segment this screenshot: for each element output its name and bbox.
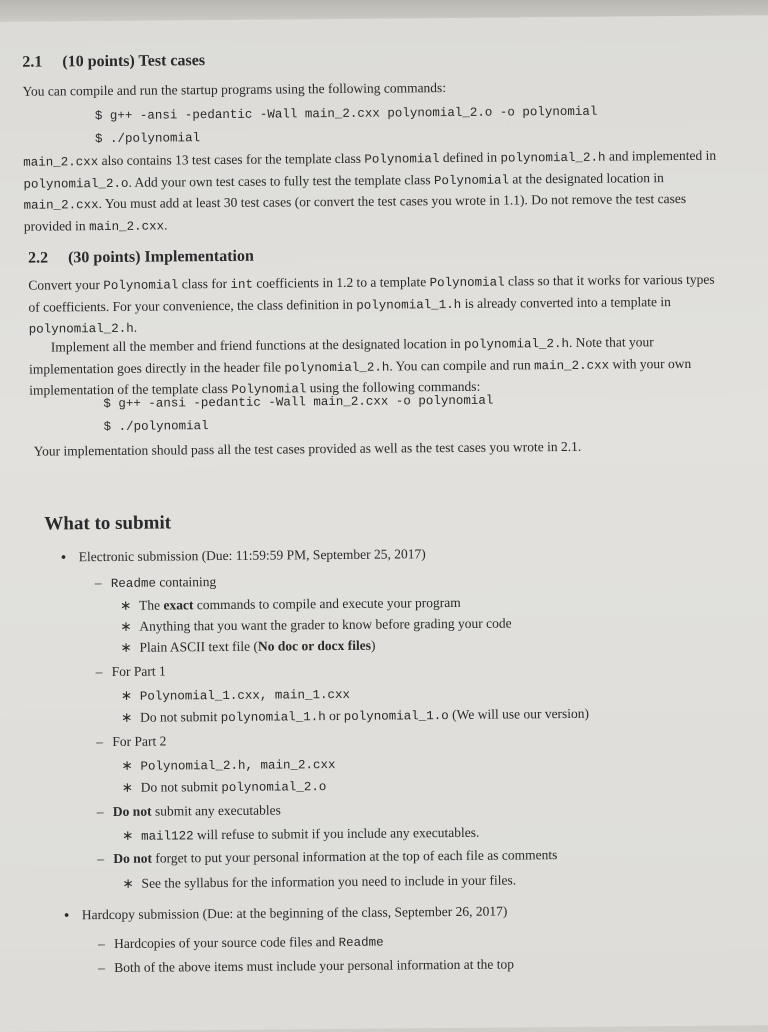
text-segment: forget to put your personal information at the top of each file as comments — [151, 847, 558, 866]
code-text: int — [230, 277, 254, 292]
text-segment: coefficients in 1.2 to a template — [252, 274, 430, 291]
list-item-level-3 — [140, 706, 589, 726]
code-text: polynomial_2.h — [284, 360, 390, 375]
text-segment: commands to compile and execute your program — [193, 594, 461, 613]
bold-text: No doc or docx files — [257, 637, 372, 654]
code-text: polynomial_2.o — [23, 176, 129, 192]
text-segment: Implement all the member and friend functions at the designated location in — [50, 335, 465, 355]
text-segment: with your own implementation of the template class — [29, 355, 692, 398]
code-text: main_2.cxx — [88, 218, 165, 234]
section-2-1-heading — [22, 52, 205, 72]
text-segment: will refuse to submit if you include any executables. — [193, 824, 480, 843]
text-segment: and implemented in — [605, 147, 717, 164]
text-segment: defined in — [439, 149, 501, 166]
list-item-level-1 — [82, 904, 508, 924]
code-text: Readme — [110, 576, 156, 591]
code-text: polynomial_2.h — [463, 336, 570, 352]
document-page — [0, 15, 768, 1032]
list-item-level-2 — [113, 847, 557, 867]
text-segment: ) — [370, 637, 376, 653]
command-line: $ ./polynomial — [103, 419, 209, 435]
section-2-2-heading — [28, 248, 254, 268]
list-item-level-3 — [141, 778, 327, 796]
text-segment: Hardcopy submission (Due: at the beginning of the class, September 26, 2017) — [81, 903, 508, 923]
text-segment: See the syllabus for the information you need to include in your files. — [141, 872, 517, 891]
command-block-1 — [95, 101, 598, 151]
code-text: Polynomial — [429, 275, 505, 291]
what-to-submit-heading: What to submit — [44, 512, 172, 535]
code-text: main_2.cxx — [23, 155, 99, 170]
section-number: 2.2 — [27, 249, 49, 267]
list-item-level-2 — [112, 733, 166, 749]
text-segment: Convert your — [28, 277, 104, 293]
list-item-level-3 — [139, 595, 461, 614]
text-segment: . Add your own test cases to fully test the template class — [128, 171, 435, 190]
list-item-level-3 — [141, 872, 516, 891]
list-item-level-2 — [112, 663, 166, 679]
text-segment: Do not submit — [140, 709, 221, 725]
command-line: $ g++ -ansi -pedantic -Wall main_2.cxx polynomial_2.o -o polynomial — [94, 104, 598, 124]
text-segment: For Part 2 — [112, 733, 167, 749]
list-item-level-3 — [140, 756, 335, 774]
code-text: Readme — [338, 935, 384, 950]
section-2-1-intro: You can compile and run the startup programs using the following commands: — [22, 80, 447, 99]
text-segment: For Part 1 — [111, 663, 166, 679]
text-segment: Do not submit — [140, 779, 222, 795]
code-text: polynomial_1.o — [343, 709, 449, 724]
section-number: 2.1 — [22, 53, 43, 71]
text-segment: is already converted into a template in — [461, 293, 671, 311]
code-text: Polynomial — [433, 172, 510, 188]
section-title: (30 points) Implementation — [67, 247, 254, 267]
command-line: $ ./polynomial — [94, 131, 201, 147]
text-segment: . You can compile and run — [389, 356, 535, 374]
code-text: polynomial_1.h — [356, 297, 462, 313]
command-line: $ g++ -ansi -pedantic -Wall main_2.cxx -o polynomial — [103, 393, 494, 412]
code-text: main_2.cxx — [534, 358, 610, 373]
code-text: Polynomial — [364, 152, 440, 167]
text-segment: at the designated location in — [508, 169, 664, 186]
list-item-level-2 — [113, 802, 281, 819]
section-2-2-paragraph-1 — [28, 270, 729, 341]
text-segment: submit any executables — [151, 802, 281, 819]
code-text: Polynomial_2.h, main_2.cxx — [140, 758, 336, 774]
list-item-level-2 — [114, 956, 514, 975]
text-segment: Electronic submission (Due: 11:59:59 PM, September 25, 2017) — [78, 546, 426, 565]
code-text: main_2.cxx — [23, 198, 99, 213]
text-segment: Plain ASCII text file ( — [139, 638, 259, 655]
code-text: polynomial_1.h — [220, 710, 326, 726]
list-item-level-3 — [139, 615, 511, 634]
bold-text: Do not — [112, 803, 152, 819]
text-segment: The — [139, 597, 164, 613]
list-item-level-3 — [140, 686, 350, 704]
section-2-2-closing: Your implementation should pass all the test cases provided as well as the test cases you wrote in 2.1. — [33, 438, 582, 459]
text-segment: . Note that your implementation goes directly in the header file — [28, 334, 654, 377]
code-text: polynomial_2.h — [28, 321, 134, 337]
text-segment: using the following commands: — [306, 378, 481, 396]
section-2-1-paragraph — [23, 146, 724, 238]
text-segment: Hardcopies of your source code files and — [113, 933, 339, 951]
code-text: Polynomial — [231, 382, 307, 397]
text-segment: (We will use our version) — [448, 705, 590, 723]
bold-text: exact — [163, 597, 194, 613]
text-segment: also contains 13 test cases for the template class — [98, 150, 365, 169]
list-item-level-3 — [141, 825, 479, 844]
code-text: polynomial_2.h — [500, 150, 606, 166]
code-text: Polynomial — [103, 278, 179, 294]
bold-text: Do not — [113, 850, 153, 866]
code-text: mail122 — [141, 829, 194, 844]
list-item-level-1 — [79, 546, 426, 565]
text-segment: . You must add at least 30 test cases (or convert the test cases you wrote in 1.1). Do not remove the test cases provided in — [23, 190, 687, 234]
section-title: (10 points) Test cases — [62, 52, 206, 71]
text-segment: class so that it works for various types of coefficients. For your convenience, the class definition in — [28, 271, 715, 315]
code-text: Polynomial_1.cxx, main_1.cxx — [139, 687, 350, 704]
text-segment: or — [325, 707, 344, 724]
text-segment: . — [163, 216, 168, 232]
list-item-level-2 — [111, 574, 217, 591]
text-segment: Both of the above items must include your personal information at the top — [114, 956, 514, 975]
list-item-level-3 — [139, 638, 375, 656]
command-block-2 — [103, 390, 493, 439]
text-segment: . — [133, 319, 138, 335]
text-segment: Anything that you want the grader to know before grading your code — [139, 615, 512, 634]
code-text: polynomial_2.o — [221, 780, 327, 796]
text-segment: class for — [178, 275, 231, 292]
text-segment: containing — [155, 574, 217, 590]
list-item-level-2 — [114, 934, 384, 952]
